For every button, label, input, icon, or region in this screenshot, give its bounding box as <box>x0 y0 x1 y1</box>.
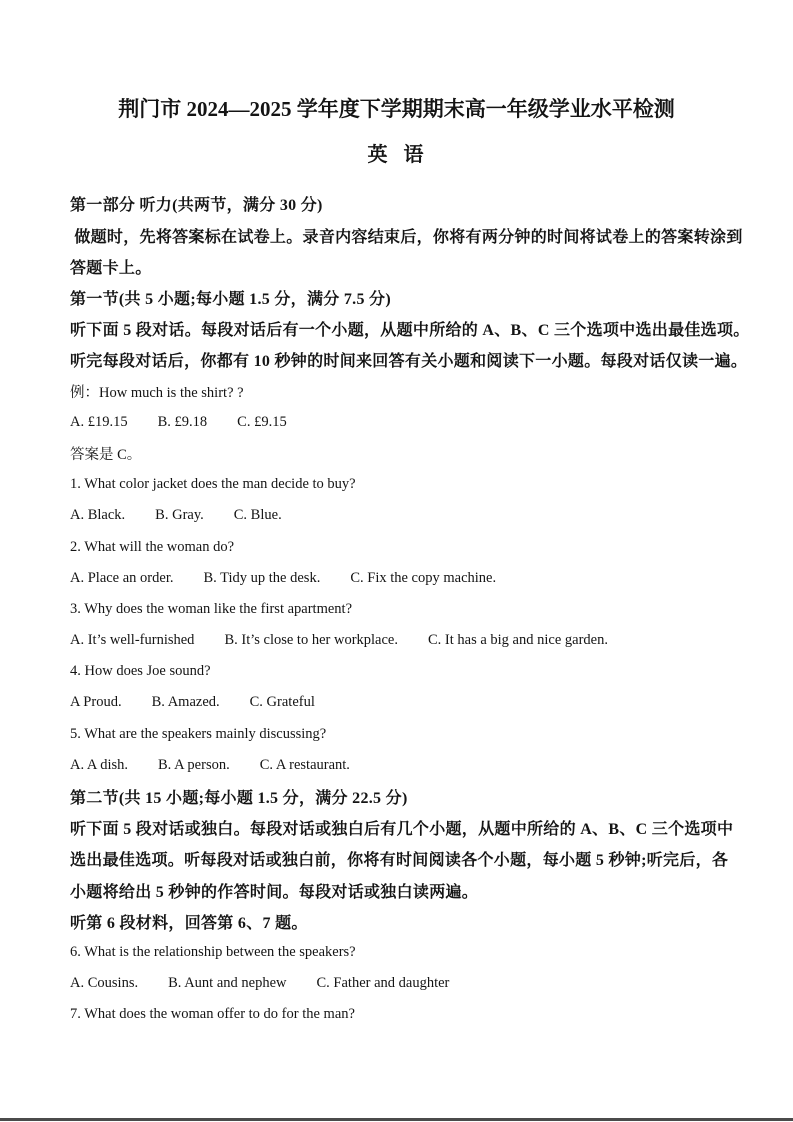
option-item: A. £19.15 <box>70 413 128 430</box>
instruction-line: 听下面 5 段对话。每段对话后有一个小题，从题中所给的 A、B、C 三个选项中选出最佳选项。 <box>70 322 750 340</box>
instruction-line: 小题将给出 5 秒钟的作答时间。每段对话或独白读两遍。 <box>70 883 479 901</box>
option-item: A Proud. <box>70 694 122 711</box>
question-line: 答案是 C。 <box>70 446 142 463</box>
options-row <box>70 625 765 656</box>
option-item: B. It’s close to her workplace. <box>224 632 398 649</box>
option-item: C. A restaurant. <box>259 756 350 773</box>
paper-header <box>0 0 793 167</box>
option-item: A. Cousins. <box>70 975 139 992</box>
option-item: A. A dish. <box>70 756 129 773</box>
instruction-line: 听第 6 段材料，回答第 6、7 题。 <box>70 914 308 932</box>
option-item: C. £9.15 <box>237 413 287 430</box>
bottom-edge-divider <box>0 1118 793 1121</box>
question-line: 4. How does Joe sound? <box>70 663 211 680</box>
options-row <box>70 750 765 781</box>
instruction-line: 第一部分 听力(共两节，满分 30 分) <box>70 197 323 215</box>
option-item: C. Fix the copy machine. <box>350 569 497 586</box>
question-line: 例：How much is the shirt? ? <box>70 384 244 401</box>
option-item: C. Blue. <box>233 507 282 524</box>
option-item: B. £9.18 <box>157 413 208 430</box>
instruction-line: 听下面 5 段对话或独白。每段对话或独白后有几个小题，从题中所给的 A、B、C 三个选项中 <box>70 821 734 839</box>
instruction-line: 做题时，先将答案标在试卷上。录音内容结束后，你将有两分钟的时间将试卷上的答案转涂到 <box>70 228 743 246</box>
question-line: 3. Why does the woman like the first apartment? <box>70 600 352 617</box>
option-item: C. It has a big and nice garden. <box>427 632 608 649</box>
question-line: 6. What is the relationship between the speakers? <box>70 943 356 960</box>
question-line: 2. What will the woman do? <box>70 538 235 555</box>
option-item: A. Black. <box>70 507 126 524</box>
instruction-line: 答题卡上。 <box>70 259 152 277</box>
paper-subject-title: 英 语 <box>367 144 426 167</box>
question-line: 1. What color jacket does the man decide to buy? <box>70 476 356 493</box>
option-item: A. It’s well-furnished <box>70 632 195 649</box>
option-item: C. Grateful <box>249 694 315 711</box>
option-item: B. A person. <box>158 756 230 773</box>
paper-body <box>0 188 793 1030</box>
instruction-line: 选出最佳选项。听每段对话或独白前，你将有时间阅读各个小题，每小题 5 秒钟;听完后，各 <box>70 852 729 870</box>
options-row <box>70 500 765 531</box>
options-row <box>70 968 765 999</box>
question-line: 5. What are the speakers mainly discussing? <box>70 725 327 742</box>
options-row <box>70 563 765 594</box>
option-item: B. Aunt and nephew <box>168 975 287 992</box>
question-line: 7. What does the woman offer to do for the man? <box>70 1006 355 1023</box>
option-item: C. Father and daughter <box>316 975 450 992</box>
options-row <box>70 407 765 438</box>
option-item: A. Place an order. <box>70 569 174 586</box>
instruction-line: 第一节(共 5 小题;每小题 1.5 分，满分 7.5 分) <box>70 291 391 308</box>
option-item: B. Amazed. <box>151 694 220 711</box>
options-row <box>70 687 765 718</box>
paper-title: 荆门市 2024—2025 学年度下学期期末高一年级学业水平检测 <box>118 97 675 121</box>
instruction-line: 第二节(共 15 小题;每小题 1.5 分，满分 22.5 分) <box>70 790 408 807</box>
option-item: B. Tidy up the desk. <box>203 569 321 586</box>
option-item: B. Gray. <box>155 507 204 524</box>
instruction-line: 听完每段对话后，你都有 10 秒钟的时间来回答有关小题和阅读下一小题。每段对话仅读一遍。 <box>70 353 748 371</box>
